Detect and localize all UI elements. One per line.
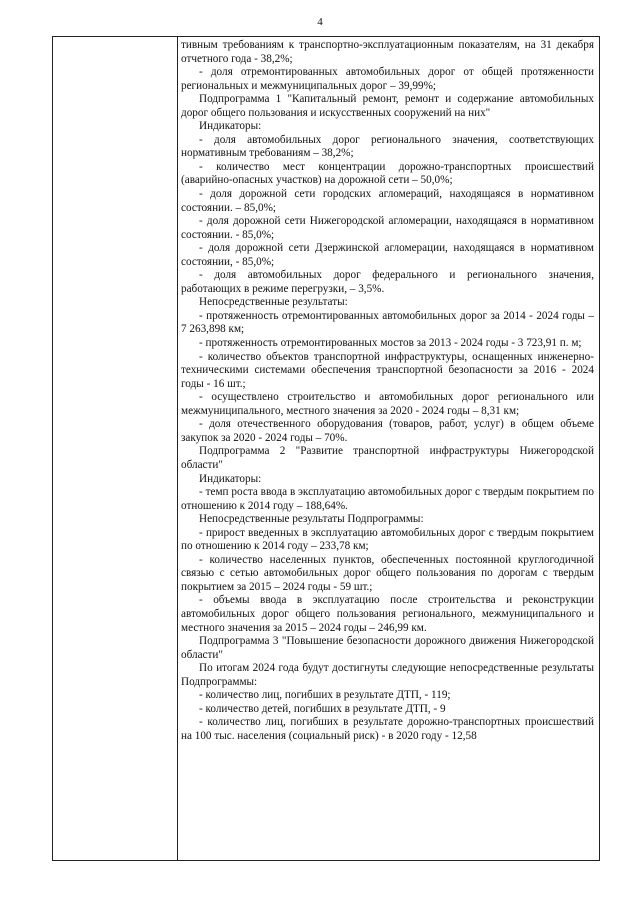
paragraph: Индикаторы:	[199, 120, 262, 133]
paragraph: Индикаторы:	[199, 472, 262, 485]
paragraph: Подпрограмма 3 "Повышение безопасности дорожного движения Нижегородской области"	[181, 635, 594, 661]
column-divider	[177, 37, 178, 860]
paragraph: Непосредственные результаты Подпрограммы:	[199, 513, 424, 526]
paragraph: - протяженность отремонтированных мостов за 2013 - 2024 годы - 3 723,91 п. м;	[199, 337, 582, 350]
table-content-cell	[181, 39, 594, 743]
paragraph: - количество лиц, погибших в результате ДТП, - 119;	[199, 689, 451, 702]
paragraph: - протяженность отремонтированных автомобильных дорог за 2014 - 2024 годы – 7 263,898 км;	[181, 309, 594, 336]
paragraph: Подпрограмма 2 "Развитие транспортной инфраструктуры Нижегородской области"	[181, 445, 594, 471]
document-table	[52, 36, 600, 861]
paragraph: - доля дорожной сети Дзержинской агломерации, находящаяся в нормативном состоянии, - 85,0%;	[181, 242, 594, 268]
page-number: 4	[317, 16, 323, 28]
paragraph: По итогам 2024 года будут достигнуты следующие непосредственные результаты Подпрограммы:	[181, 662, 594, 688]
paragraph: тивным требованиям к транспортно-эксплуатационным показателям, на 31 декабря отчетного года - 38,2%;	[181, 39, 594, 65]
paragraph: - прирост введенных в эксплуатацию автомобильных дорог с твердым покрытием по отношению к 2014 году – 233,78 км;	[181, 526, 594, 553]
paragraph: - доля дорожной сети городских агломераций, находящаяся в нормативном состоянии. – 85,0%;	[181, 188, 594, 214]
paragraph: - осуществлено строительство и автомобильных дорог регионального или межмуниципального, местного значения за 2020 - 2024 годы – 8,31 км;	[181, 391, 594, 417]
paragraph: - объемы ввода в эксплуатацию после строительства и реконструкции автомобильных дорог общего пользования регионального, межмуниципального и местного значения за 2015 – 2024 годы – 246,99 км.	[181, 594, 594, 634]
paragraph: - количество детей, погибших в результате ДТП, - 9	[199, 702, 446, 715]
paragraph: - количество объектов транспортной инфраструктуры, оснащенных инженерно-техническими системами обеспечения транспортной безопасности за 2016 - 2024 годы - 16 шт.;	[181, 350, 594, 390]
paragraph: - количество мест концентрации дорожно-транспортных происшествий (аварийно-опасных участков) на дорожной сети – 50,0%;	[181, 160, 594, 187]
paragraph: - доля отечественного оборудования (товаров, работ, услуг) в общем объеме закупок за 2020 - 2024 годы – 70%.	[181, 418, 594, 444]
paragraph: - темп роста ввода в эксплуатацию автомобильных дорог с твердым покрытием по отношению к 2014 году – 188,64%.	[181, 486, 594, 512]
paragraph: Подпрограмма 1 "Капитальный ремонт, ремонт и содержание автомобильных дорог общего пользования и искусственных сооружений на них"	[181, 93, 594, 119]
paragraph: - доля автомобильных дорог регионального значения, соответствующих нормативным требованиям – 38,2%;	[181, 133, 594, 160]
table-left-cell	[53, 37, 177, 860]
paragraph: - доля автомобильных дорог федерального и регионального значения, работающих в режиме перегрузки, – 3,5%.	[181, 269, 594, 295]
paragraph: - количество населенных пунктов, обеспеченных постоянной круглогодичной связью с сетью автомобильных дорог общего пользования по дорогам с твердым покрытием за 2015 – 2024 годы - 59 шт.;	[181, 553, 594, 593]
paragraph: - доля отремонтированных автомобильных дорог от общей протяженности региональных и межмуниципальных дорог – 39,99%;	[181, 66, 594, 92]
paragraph: - количество лиц, погибших в результате дорожно-транспортных происшествий на 100 тыс. населения (социальный риск) - в 2020 году - 12,58	[181, 716, 594, 742]
paragraph: - доля дорожной сети Нижегородской агломерации, находящаяся в нормативном состоянии. - 85,0%;	[181, 215, 594, 241]
paragraph: Непосредственные результаты:	[199, 296, 348, 309]
